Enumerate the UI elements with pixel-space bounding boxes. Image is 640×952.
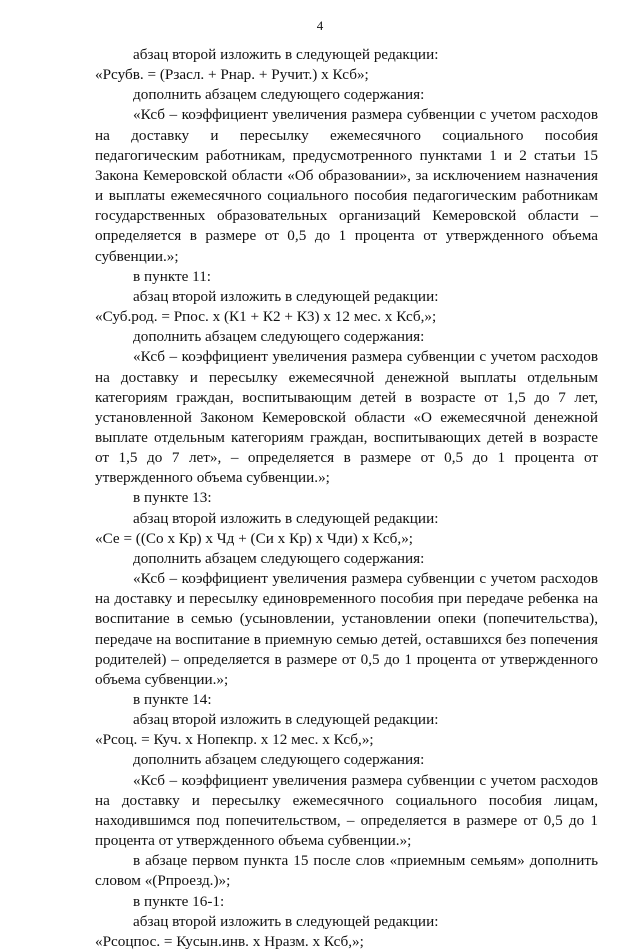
document-body bbox=[95, 45, 598, 952]
paragraph-ksb-definition: «Ксб – коэффициент увеличения размера субвенции с учетом расходов на доставку и пересылку ежемесячного социального пособия педагогическим работникам, предусмотренного пунктами 1 и 2 статьи 15 Закона Кемеровской области «Об образовании», за исключением назначения и выплаты ежемесячного социального пособия педагогическим работникам государственных образовательных организаций Кемеровской области – определяется в размере от 0,5 до 1 процента от утвержденного объема субвенции.»; bbox=[95, 106, 598, 265]
paragraph-instruction: дополнить абзацем следующего содержания: bbox=[133, 86, 425, 104]
paragraph-ksb-definition: «Ксб – коэффициент увеличения размера субвенции с учетом расходов на доставку и пересылку единовременного пособия при передаче ребенка на воспитание в семью (усыновлении, установлении опеки (попечительства), передаче на воспитание в приемную семью детей, оставшихся без попечения родителей) – определяется в размере от 0,5 до 1 процента от утвержденного объема субвенции.»; bbox=[95, 570, 598, 688]
paragraph-instruction: абзац второй изложить в следующей редакции: bbox=[133, 711, 439, 729]
paragraph-point-heading: в пункте 11: bbox=[133, 267, 212, 285]
paragraph-point-heading: в пункте 13: bbox=[133, 489, 212, 507]
paragraph-instruction: дополнить абзацем следующего содержания: bbox=[133, 549, 425, 567]
paragraph-instruction: абзац второй изложить в следующей редакции: bbox=[133, 46, 439, 63]
paragraph-instruction: абзац второй изложить в следующей редакции: bbox=[133, 287, 439, 305]
paragraph-instruction: дополнить абзацем следующего содержания: bbox=[133, 751, 425, 769]
formula-se: «Се = ((Со х Кр) х Чд + (Си х Кр) х Чди) х Ксб,»; bbox=[95, 529, 414, 547]
paragraph-instruction: дополнить абзацем следующего содержания: bbox=[133, 328, 425, 346]
paragraph-point-heading: в пункте 14: bbox=[133, 691, 212, 708]
page-number: 4 bbox=[316, 18, 324, 33]
formula-rsubv: «Рсубв. = (Рзасл. + Рнар. + Ручит.) х Ксб»; bbox=[95, 66, 369, 84]
formula-sub-rod: «Суб.род. = Рпос. х (К1 + К2 + К3) х 12 мес. х Ксб,»; bbox=[95, 308, 437, 326]
formula-rsots: «Рсоц. = Куч. х Нопекпр. х 12 мес. х Ксб,»; bbox=[95, 731, 374, 749]
formula-rsotspos: «Рсоцпос. = Кусын.инв. х Нразм. х Ксб,»; bbox=[95, 932, 364, 950]
paragraph-instruction: абзац второй изложить в следующей редакции: bbox=[133, 912, 439, 930]
paragraph-point-15-amendment: в абзаце первом пункта 15 после слов «приемным семьям» дополнить словом «(Рпроезд.)»; bbox=[95, 852, 598, 890]
paragraph-ksb-definition: «Ксб – коэффициент увеличения размера субвенции с учетом расходов на доставку и пересылку ежемесячного социального пособия лицам, находившимся под попечительством, – определяется в размере от 0,5 до 1 процента от утвержденного объема субвенции.»; bbox=[95, 771, 598, 850]
paragraph-instruction: абзац второй изложить в следующей редакции: bbox=[133, 509, 439, 527]
paragraph-ksb-definition: «Ксб – коэффициент увеличения размера субвенции с учетом расходов на доставку и пересылку ежемесячной денежной выплаты отдельным категориям граждан, воспитывающим детей в возрасте от 1,5 до 7 лет, установленной Законом Кемеровской области «О ежемесячной денежной выплате отдельным категориям граждан, воспитывающих детей в возрасте от 1,5 до 7 лет», – определяется в размере от 0,5 до 1 процента от утвержденного объема субвенции.»; bbox=[95, 348, 598, 487]
paragraph-point-heading: в пункте 16-1: bbox=[133, 892, 225, 910]
